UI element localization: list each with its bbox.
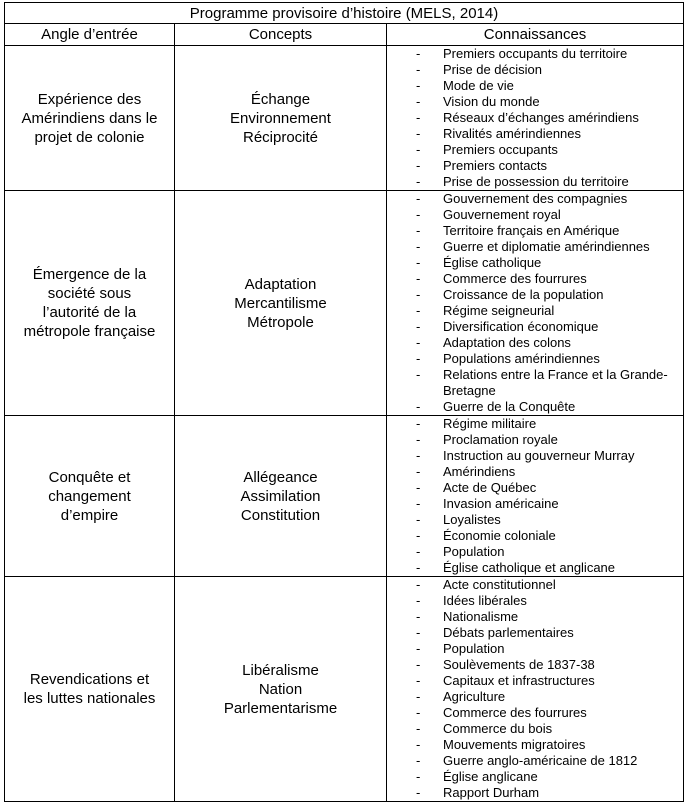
connaissances-cell (387, 416, 684, 577)
dash-bullet: - (416, 769, 421, 784)
connaissances-list (387, 46, 683, 190)
dash-bullet: - (416, 94, 421, 109)
dash-bullet: - (416, 528, 421, 543)
connaissances-cell (387, 191, 684, 416)
concept-item: Adaptation (244, 275, 317, 293)
connaissance-text: Rivalités amérindiennes (443, 126, 582, 141)
connaissances-list (387, 191, 683, 415)
header-angle: Angle d’entrée (5, 24, 175, 46)
connaissance-text: Acte de Québec (443, 480, 537, 495)
connaissance-text: Invasion américaine (443, 496, 559, 511)
connaissance-text: Population (443, 641, 505, 656)
connaissance-text: Premiers occupants (443, 142, 558, 157)
list-item (387, 432, 683, 448)
list-item (387, 464, 683, 480)
concept-item: Environnement (230, 109, 331, 127)
list-item (387, 609, 683, 625)
list-item (387, 239, 683, 255)
list-item (387, 110, 683, 126)
list-item (387, 78, 683, 94)
table-row (5, 46, 684, 191)
angle-cell (5, 46, 175, 191)
angle-line: projet de colonie (34, 128, 145, 146)
connaissance-text: Diversification économique (443, 319, 599, 334)
dash-bullet: - (416, 158, 421, 173)
connaissances-list (387, 416, 683, 576)
connaissance-text: Commerce du bois (443, 721, 553, 736)
connaissances-cell (387, 577, 684, 802)
list-item (387, 126, 683, 142)
connaissance-text: Idées libérales (443, 593, 527, 608)
list-item (387, 142, 683, 158)
connaissance-text: Population (443, 544, 505, 559)
dash-bullet: - (416, 223, 421, 238)
list-item (387, 528, 683, 544)
list-item (387, 737, 683, 753)
list-item (387, 753, 683, 769)
dash-bullet: - (416, 721, 421, 736)
connaissance-text: Mode de vie (443, 78, 514, 93)
dash-bullet: - (416, 609, 421, 624)
connaissance-text: Adaptation des colons (443, 335, 571, 350)
connaissance-text: Guerre et diplomatie amérindiennes (443, 239, 650, 254)
list-item (387, 512, 683, 528)
list-item (387, 625, 683, 641)
dash-bullet: - (416, 319, 421, 334)
dash-bullet: - (416, 351, 421, 366)
dash-bullet: - (416, 287, 421, 302)
connaissances-cell (387, 46, 684, 191)
connaissance-text: Réseaux d’échanges amérindiens (443, 110, 639, 125)
connaissance-text: Proclamation royale (443, 432, 558, 447)
connaissance-text: Relations entre la France et la Grande-Bretagne (443, 367, 668, 398)
dash-bullet: - (416, 46, 421, 61)
list-item (387, 641, 683, 657)
angle-cell (5, 416, 175, 577)
list-item (387, 207, 683, 223)
connaissance-text: Territoire français en Amérique (443, 223, 620, 238)
connaissance-text: Commerce des fourrures (443, 705, 587, 720)
dash-bullet: - (416, 673, 421, 688)
angle-line: d’empire (60, 506, 119, 524)
table-title: Programme provisoire d’histoire (MELS, 2014) (5, 3, 684, 24)
dash-bullet: - (416, 689, 421, 704)
list-item (387, 367, 683, 399)
list-item (387, 480, 683, 496)
dash-bullet: - (416, 207, 421, 222)
list-item (387, 319, 683, 335)
dash-bullet: - (416, 705, 421, 720)
list-item (387, 769, 683, 785)
list-item (387, 577, 683, 593)
dash-bullet: - (416, 191, 421, 206)
list-item (387, 303, 683, 319)
angle-line: les luttes nationales (23, 690, 156, 707)
connaissance-text: Église anglicane (443, 769, 538, 784)
concepts-cell (175, 577, 387, 802)
angle-line: métropole française (23, 323, 156, 340)
list-item (387, 496, 683, 512)
connaissance-text: Amérindiens (443, 464, 516, 479)
connaissance-text: Guerre de la Conquête (443, 399, 576, 414)
table-row (5, 577, 684, 802)
dash-bullet: - (416, 577, 421, 592)
table-row (5, 191, 684, 416)
connaissance-text: Loyalistes (443, 512, 501, 527)
connaissance-text: Église catholique et anglicane (443, 560, 616, 575)
concept-item: Parlementarisme (223, 699, 338, 717)
angle-line: changement (48, 487, 131, 505)
connaissance-text: Populations amérindiennes (443, 351, 600, 366)
angle-cell (5, 191, 175, 416)
angle-line: Conquête et (48, 468, 131, 486)
list-item (387, 62, 683, 78)
concepts-cell (175, 191, 387, 416)
dash-bullet: - (416, 255, 421, 270)
angle-cell (5, 577, 175, 802)
list-item (387, 46, 683, 62)
dash-bullet: - (416, 593, 421, 608)
connaissance-text: Commerce des fourrures (443, 271, 587, 286)
angle-line: société sous (47, 285, 132, 302)
list-item (387, 785, 683, 801)
dash-bullet: - (416, 432, 421, 447)
concept-item: Mercantilisme (234, 294, 327, 312)
header-connaissances: Connaissances (387, 24, 684, 46)
list-item (387, 287, 683, 303)
concept-item: Constitution (240, 506, 321, 524)
list-item (387, 560, 683, 576)
connaissance-text: Gouvernement des compagnies (443, 191, 628, 206)
list-item (387, 174, 683, 190)
dash-bullet: - (416, 62, 421, 77)
dash-bullet: - (416, 367, 421, 382)
connaissance-text: Croissance de la population (443, 287, 604, 302)
angle-line: Amérindiens dans le (21, 109, 158, 127)
dash-bullet: - (416, 512, 421, 527)
history-program-table (4, 2, 684, 802)
dash-bullet: - (416, 110, 421, 125)
dash-bullet: - (416, 448, 421, 463)
dash-bullet: - (416, 142, 421, 157)
dash-bullet: - (416, 544, 421, 559)
concept-item: Allégeance (243, 468, 318, 486)
list-item (387, 158, 683, 174)
connaissance-text: Régime seigneurial (443, 303, 555, 318)
connaissance-text: Église catholique (443, 255, 542, 270)
connaissance-text: Soulèvements de 1837-38 (443, 657, 595, 672)
connaissance-text: Guerre anglo-américaine de 1812 (443, 753, 638, 768)
connaissance-text: Économie coloniale (443, 528, 556, 543)
list-item (387, 255, 683, 271)
list-item (387, 271, 683, 287)
connaissance-text: Agriculture (443, 689, 506, 704)
dash-bullet: - (416, 78, 421, 93)
dash-bullet: - (416, 480, 421, 495)
connaissance-text: Rapport Durham (443, 785, 540, 800)
dash-bullet: - (416, 657, 421, 672)
list-item (387, 705, 683, 721)
list-item (387, 191, 683, 207)
connaissance-text: Premiers occupants du territoire (443, 46, 628, 61)
dash-bullet: - (416, 625, 421, 640)
dash-bullet: - (416, 174, 421, 189)
list-item (387, 673, 683, 689)
dash-bullet: - (416, 785, 421, 800)
dash-bullet: - (416, 560, 421, 575)
dash-bullet: - (416, 464, 421, 479)
connaissance-text: Régime militaire (443, 416, 537, 431)
list-item (387, 544, 683, 560)
connaissance-text: Instruction au gouverneur Murray (443, 448, 635, 463)
list-item (387, 593, 683, 609)
connaissance-text: Acte constitutionnel (443, 577, 556, 592)
connaissance-text: Capitaux et infrastructures (443, 673, 595, 688)
list-item (387, 335, 683, 351)
concept-item: Métropole (247, 313, 314, 331)
list-item (387, 721, 683, 737)
concept-item: Nation (258, 680, 303, 698)
list-item (387, 351, 683, 367)
angle-line: Émergence de la (32, 266, 147, 283)
list-item (387, 657, 683, 673)
dash-bullet: - (416, 416, 421, 431)
concept-item: Réciprocité (242, 128, 319, 146)
table-row (5, 416, 684, 577)
connaissance-text: Premiers contacts (443, 158, 548, 173)
connaissance-text: Débats parlementaires (443, 625, 574, 640)
dash-bullet: - (416, 271, 421, 286)
concept-item: Assimilation (240, 487, 321, 505)
title-row (5, 3, 684, 24)
list-item (387, 416, 683, 432)
dash-bullet: - (416, 753, 421, 768)
angle-line: l’autorité de la (42, 304, 137, 321)
angle-line: Expérience des (37, 90, 142, 108)
connaissance-text: Vision du monde (443, 94, 540, 109)
connaissance-text: Gouvernement royal (443, 207, 561, 222)
dash-bullet: - (416, 335, 421, 350)
connaissance-text: Prise de décision (443, 62, 542, 77)
dash-bullet: - (416, 126, 421, 141)
dash-bullet: - (416, 303, 421, 318)
list-item (387, 448, 683, 464)
list-item (387, 223, 683, 239)
header-concepts: Concepts (175, 24, 387, 46)
header-row (5, 24, 684, 46)
concept-item: Échange (250, 90, 311, 108)
dash-bullet: - (416, 399, 421, 414)
list-item (387, 94, 683, 110)
connaissance-text: Mouvements migratoires (443, 737, 586, 752)
connaissance-text: Nationalisme (443, 609, 519, 624)
dash-bullet: - (416, 496, 421, 511)
dash-bullet: - (416, 737, 421, 752)
dash-bullet: - (416, 239, 421, 254)
list-item (387, 689, 683, 705)
list-item (387, 399, 683, 415)
connaissance-text: Prise de possession du territoire (443, 174, 629, 189)
concepts-cell (175, 46, 387, 191)
concepts-cell (175, 416, 387, 577)
angle-line: Revendications et (29, 671, 150, 688)
dash-bullet: - (416, 641, 421, 656)
connaissances-list (387, 577, 683, 801)
concept-item: Libéralisme (242, 661, 319, 679)
